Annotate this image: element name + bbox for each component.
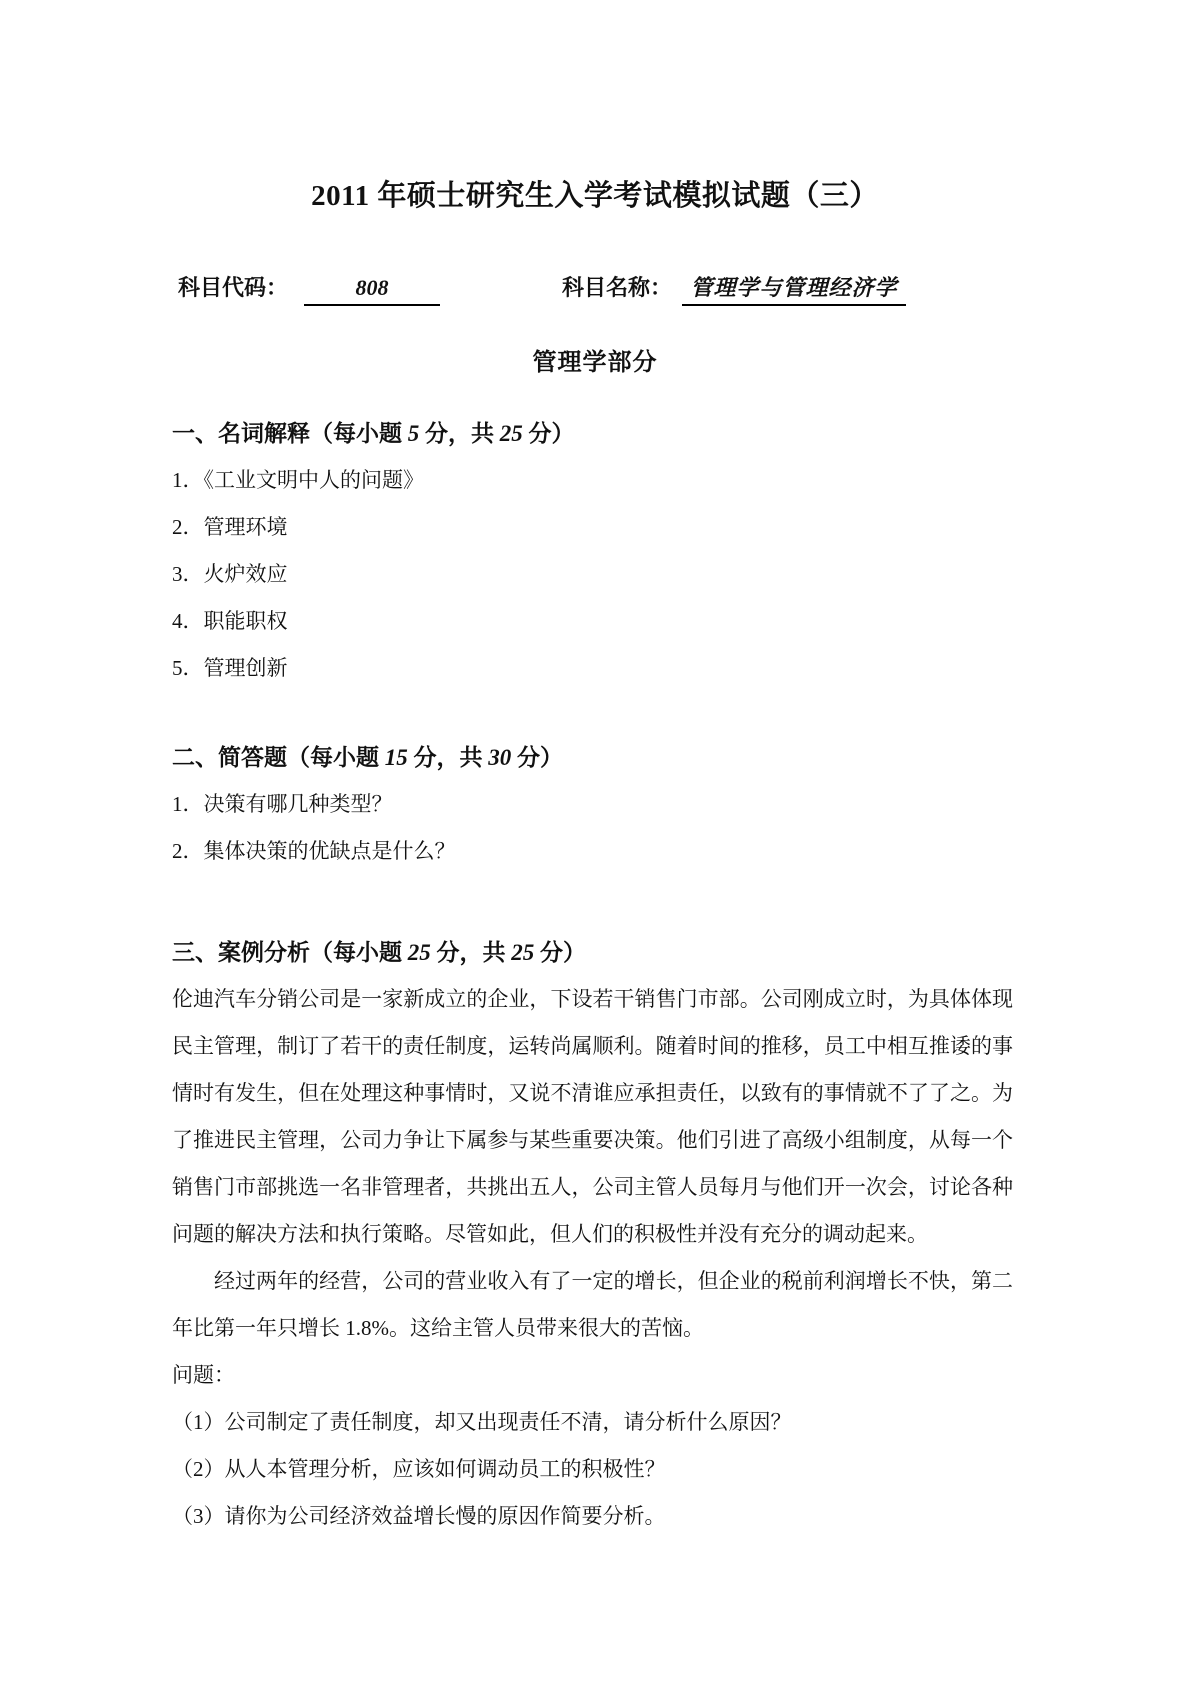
subject-code-label: 科目代码：: [178, 275, 289, 300]
case-question-2: （2）从人本管理分析，应该如何调动员工的积极性？: [172, 1457, 666, 1481]
definition-item-3: 3．火炉效应: [172, 562, 288, 586]
case-question-3: （3）请你为公司经济效益增长慢的原因作简要分析。: [172, 1504, 666, 1528]
heading-text: 分，共: [407, 745, 489, 770]
exam-body: [172, 410, 1013, 1540]
short-answer-item-1: 1．决策有哪几种类型？: [172, 792, 393, 816]
heading-text: 分，共: [430, 940, 512, 965]
case-paragraph-2: 经过两年的经营，公司的营业收入有了一定的增长，但企业的税前利润增长不快，第二年比第一年只增长 1.8%。这给主管人员带来很大的苦恼。: [172, 1269, 1013, 1340]
heading-text: 分）: [511, 745, 563, 770]
document-title: 2011 年硕士研究生入学考试模拟试题（三）: [311, 180, 879, 212]
subject-meta-row: [178, 272, 906, 306]
case-question-1: （1）公司制定了责任制度，却又出现责任不清，请分析什么原因？: [172, 1410, 792, 1434]
definition-item-4: 4．职能职权: [172, 609, 288, 633]
heading-text: 三、案例分析（每小题: [172, 940, 408, 965]
definition-item-1: 1．《工业文明中人的问题》: [172, 468, 424, 492]
heading-text: 分，共: [419, 421, 500, 446]
points-per-item: 15: [384, 745, 408, 770]
section-short-answer-heading: [172, 734, 1013, 781]
subject-name-label: 科目名称：: [562, 275, 673, 300]
points-per-item: 25: [407, 940, 431, 965]
points-total: 30: [488, 745, 512, 770]
heading-text: 一、名词解释（每小题: [172, 421, 408, 446]
part-title: 管理学部分: [532, 350, 658, 376]
questions-label: 问题：: [172, 1363, 235, 1387]
definition-item-2: 2．管理环境: [172, 515, 288, 539]
heading-text: 分）: [534, 940, 586, 965]
section-definitions-heading: [172, 410, 1013, 457]
subject-code-value: 808: [304, 272, 440, 306]
short-answer-item-2: 2．集体决策的优缺点是什么？: [172, 839, 456, 863]
points-total: 25: [511, 940, 535, 965]
points-per-item: 5: [407, 421, 420, 446]
points-total: 25: [499, 421, 523, 446]
case-paragraph-1: 伦迪汽车分销公司是一家新成立的企业，下设若干销售门市部。公司刚成立时，为具体体现民主管理，制订了若干的责任制度，运转尚属顺利。随着时间的推移，员工中相互推诿的事情时有发生，但在处理这种事情时，又说不清谁应承担责任，以致有的事情就不了了之。为了推进民主管理，公司力争让下属参与某些重要决策。他们引进了高级小组制度，从每一个销售门市部挑选一名非管理者，共挑出五人，公司主管人员每月与他们开一次会，讨论各种问题的解决方法和执行策略。尽管如此，但人们的积极性并没有充分的调动起来。: [172, 987, 1013, 1246]
section-case-analysis-heading: [172, 929, 1013, 976]
heading-text: 二、简答题（每小题: [172, 745, 385, 770]
definition-item-5: 5．管理创新: [172, 656, 288, 680]
subject-name-value: 管理学与管理经济学: [682, 272, 906, 306]
heading-text: 分）: [522, 421, 575, 446]
